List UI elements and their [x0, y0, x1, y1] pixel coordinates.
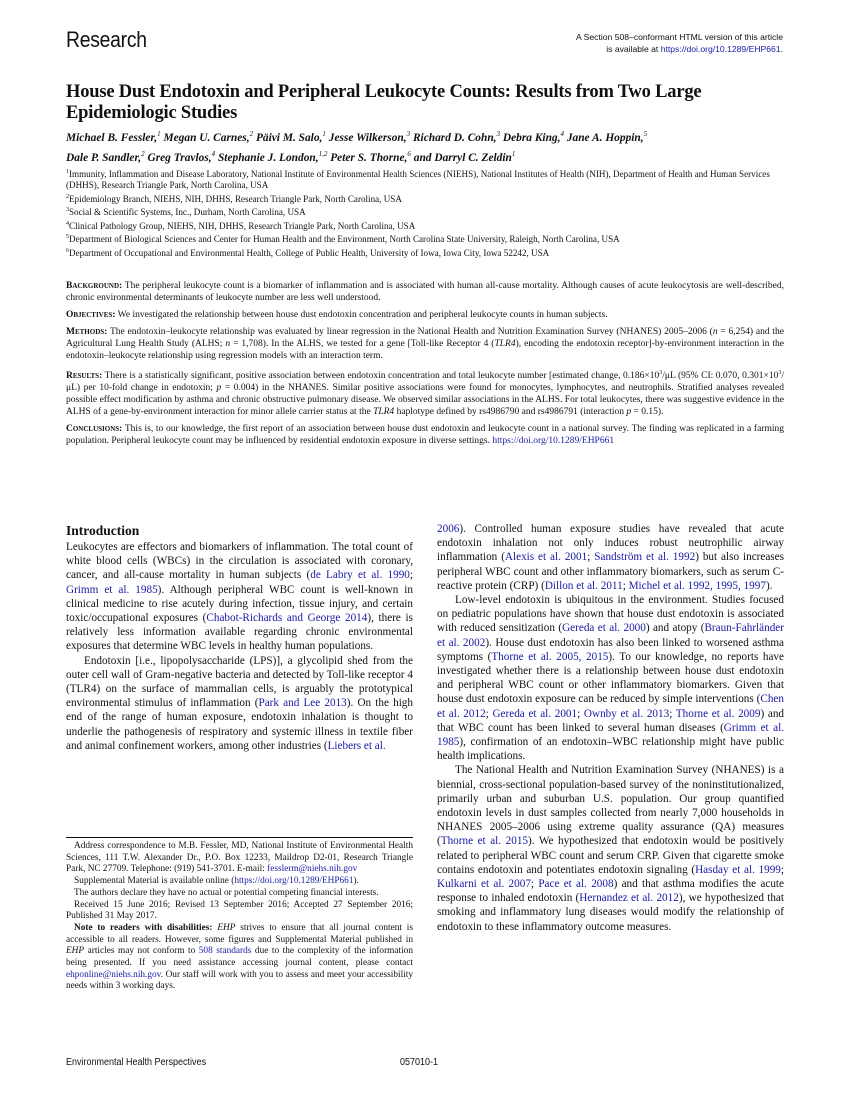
footer-journal-name: Environmental Health Perspectives: [66, 1057, 207, 1068]
text: ;: [587, 551, 595, 564]
citation-link[interactable]: Pace et al. 2008: [538, 878, 614, 891]
text: = 1,708). In the ALHS, we tested for a gene [Toll-like Receptor 4 (: [230, 339, 495, 349]
footnote-competing-interests: The authors declare they have no actual or potential competing financial interests.: [74, 887, 379, 898]
abstract: [66, 280, 784, 452]
affiliation: [66, 205, 796, 218]
text: ). Although peripheral WBC count is well-known in clinical medicine to rise acutely during infection, tissue injury, and certain toxic/occupational exposures (: [66, 583, 413, 625]
508-standards-link[interactable]: 508 standards: [198, 946, 252, 957]
citation-link[interactable]: Dillon et al. 2011: [544, 579, 623, 592]
affiliation-number: 4: [66, 220, 69, 227]
text: . Our staff will work with you to assess and meet your accessibility needs within 3 working days.: [66, 969, 413, 992]
html-version-note-prefix: is available at: [606, 44, 661, 54]
affiliation-number: 3: [66, 207, 69, 214]
gene-name: TLR4: [494, 339, 516, 349]
author-affiliation-marker: 4: [560, 130, 564, 138]
text: = 6,254) and the Agricultural Lung Health Study (ALHS;: [66, 327, 784, 349]
abstract-background: [66, 280, 784, 304]
footnote-supplemental: [66, 876, 413, 888]
author-affiliation-marker: 3: [406, 130, 411, 138]
text: due to the complexity of the information being presented. If you need assistance accessing journal content, please contact: [66, 946, 414, 969]
citation-link[interactable]: Gereda et al. 2000: [562, 622, 646, 635]
citation-link[interactable]: Michel et al. 1992, 1995, 1997: [628, 579, 766, 592]
affiliation-text: Clinical Pathology Group, NIEHS, NIH, DHHS, Research Triangle Park, North Carolina, USA: [69, 220, 416, 231]
text: 3: [778, 370, 782, 376]
affiliation-text: Department of Biological Sciences and Center for Human Health and the Environment, North Carolina State University, Raleigh, North Carolina, USA: [69, 234, 620, 245]
text: ;: [669, 707, 676, 720]
footnote-dates: Received 15 June 2016; Revised 13 September 2016; Accepted 27 September 2016; Published 31 May 2017.: [66, 899, 413, 922]
affiliations: [66, 167, 796, 259]
text: EHP: [217, 922, 236, 933]
abstract-background-text: The peripheral leukocyte count is a biomarker of inflammation and is associated with human all-cause mortality. Although causes of acute leukocytosis are well-described, chronic environmental determinants of leukocyte number are less well understood.: [66, 281, 784, 303]
author-name: Päivi M. Salo,: [255, 131, 323, 144]
paragraph: [437, 522, 784, 593]
text: ) and that WBC count has been linked to several human diseases (: [437, 707, 785, 734]
body-column-right: [437, 522, 784, 934]
text: ).: [765, 579, 773, 592]
footnote-divider: [66, 837, 413, 838]
author-affiliation-marker: 6: [407, 149, 411, 158]
abstract-doi-link[interactable]: https://doi.org/10.1289/EHP661: [492, 436, 615, 447]
citation-link[interactable]: Thorne et al. 2005, 2015: [491, 650, 609, 663]
text: ;: [780, 863, 785, 876]
author-affiliation-marker: 4: [211, 149, 216, 158]
text: Address correspondence to M.B. Fessler, MD, National Institute of Environmental Health Sciences, 111 T.W. Alexander Dr., P.O. Box 12233, Maildrop D2-01, Research Triangle Park, NC 27709. Telephone: (919) 541-3701. E-mail:: [66, 841, 413, 875]
body-column-left: [66, 522, 413, 753]
abstract-results-label: Results:: [66, 371, 103, 382]
author-name: Jane A. Hoppin,: [566, 131, 644, 144]
affiliation-number: 5: [66, 234, 69, 241]
text: There is a statistically significant, positive association between endotoxin concentration and total leukocyte number [estimated change, 0.186×10: [102, 371, 660, 382]
text: Endotoxin [i.e., lipopolysaccharide (LPS)], a glycolipid shed from the outer cell wall of Gram-negative bacteria and detected by Toll-like receptor 4 (TLR4) on the surface of mammalian cells, is arguably the prototypical environmental stimulus of inflammation (: [66, 654, 413, 710]
citation-link[interactable]: Chabot-Richards and George 2014: [206, 612, 368, 625]
affiliation: [66, 246, 796, 259]
author-list: [66, 126, 786, 166]
text: 3: [659, 370, 663, 376]
abstract-objectives: [66, 309, 784, 321]
citation-link[interactable]: Grimm et al. 1985: [437, 721, 784, 749]
citation-link[interactable]: Ownby et al. 2013: [583, 707, 670, 720]
author-name: and Darryl C. Zeldin: [413, 151, 512, 164]
gene-name: TLR4: [373, 407, 395, 418]
text: = 0.004) in the NHANES. Similar positive associations were found for monocytes, lymphocytes, and neutrophils. Stratified analyses revealed possible effect modification by asthma and chronic obstructive pulmonary disease. We observed similar associations in the ALHS. For total leukocytes, there was suggestive evidence in the ALHS of a gene-by-environment interaction for minor allele carrier status at the: [66, 383, 784, 418]
text: Low-level endotoxin is ubiquitous in the environment. Studies focused on pediatric populations have shown that house dust endotoxin is associated with reduced sensitization (: [437, 594, 784, 635]
abstract-results: [66, 367, 784, 418]
section-heading-introduction: Introduction: [66, 523, 140, 538]
text: ). To our knowledge, no reports have investigated whether there is a relationship between house dust endotoxin and peripheral WBC count or other inflammatory biomarkers. Given that house dust endotoxin exposure can be reduced by simple interventions (: [437, 650, 784, 706]
affiliation: [66, 219, 796, 232]
text: n: [712, 327, 718, 337]
abstract-objectives-text: We investigated the relationship between house dust endotoxin concentration and peripheral leukocyte counts in human subjects.: [115, 310, 608, 320]
affiliation-text: Immunity, Inflammation and Disease Laboratory, National Institute of Environmental Health Sciences (NIEHS), National Institutes of Health (NIH), Department of Health and Human Services (DHHS), Research Triangle Park, North Carolina, USA: [66, 169, 770, 191]
paragraph: [437, 763, 784, 933]
text: haplotype defined by rs4986790 and rs4986791 (interaction: [394, 407, 627, 418]
text: The endotoxin–leukocyte relationship was evaluated by linear regression in the National Health and Nutrition Examination Survey (NHANES) 2005–2006 (: [107, 327, 713, 337]
text: ) and that asthma modifies the acute response to inhaled endotoxin (: [437, 878, 784, 905]
text: This is, to our knowledge, the first report of an association between house dust endotoxin and leukocyte count in a national survey. The finding was replicated in a farming population. Peripheral leukocyte count may be influenced by residential endotoxin exposure in diverse settings.: [66, 424, 784, 447]
affiliation: [66, 192, 796, 205]
text: p: [216, 383, 222, 394]
author-name: Richard D. Cohn,: [412, 131, 497, 144]
citation-link[interactable]: Liebers et al.: [327, 739, 386, 752]
author-affiliation-marker: 2: [249, 130, 254, 138]
paragraph: [66, 540, 413, 654]
footnotes: [66, 841, 413, 993]
author-affiliation-marker: 1: [322, 130, 326, 138]
citation-link[interactable]: 2006: [437, 523, 460, 535]
affiliation-number: 1: [66, 169, 69, 175]
text: ;: [577, 707, 584, 720]
author-affiliation-marker: 1: [157, 130, 161, 138]
citation-link[interactable]: Park and Lee 2013: [258, 697, 347, 710]
citation-link[interactable]: Braun-Fahrländer et al. 2002: [437, 622, 784, 649]
section-label: Research: [66, 27, 147, 52]
text: The National Health and Nutrition Examination Survey (NHANES) is a biennial, cross-sectional population-based survey of the noninstitutionalized, primarily urban and suburban U.S. population. Our group quantified endotoxin levels in dust samples collected from nearly 7,000 households in NHANES 2005–2006 using extreme quality assurance (QA) measures (: [437, 764, 784, 848]
text: /μL (95% CI: 0.070, 0.301×10: [662, 371, 779, 382]
citation-link[interactable]: Kulkarni et al. 2007: [437, 878, 531, 891]
footer-page-number: 057010-1: [400, 1057, 439, 1068]
abstract-objectives-label: Objectives:: [66, 310, 116, 320]
text: ) and atopy (: [645, 622, 705, 635]
footnote-correspondence: [66, 841, 413, 876]
ehponline-email-link[interactable]: ehponline@niehs.nih.gov: [66, 969, 161, 980]
text: ). We hypothesized that endotoxin would be positively related to peripheral WBC count and serum CRP. Given that cigarette smoke contains endotoxin and potentiates endotoxin signaling (: [437, 835, 784, 876]
text: ;: [622, 579, 629, 592]
author-name: Michael B. Fessler,: [66, 131, 158, 144]
affiliation-number: 6: [66, 247, 69, 254]
affiliation-number: 2: [66, 193, 69, 200]
author-affiliation-marker: 3: [496, 130, 501, 138]
author-affiliation-marker: 2: [141, 149, 145, 158]
text: strives to ensure that all journal content is accessible to all readers. However, some figures and Supplemental Material published in: [66, 922, 414, 945]
citation-link[interactable]: Thorne et al. 2015: [440, 835, 529, 848]
author-affiliation-marker: 1,2: [318, 149, 328, 158]
text: p: [626, 407, 632, 418]
accessibility-label: Note to readers with disabilities:: [74, 922, 218, 933]
html-version-doi-link[interactable]: https://doi.org/10.1289/EHP661: [660, 44, 781, 54]
affiliation-text: Department of Occupational and Environmental Health, College of Public Health, University of Iowa, Iowa City, Iowa 52242, USA: [69, 247, 550, 258]
text: ;: [530, 878, 539, 891]
author-affiliation-marker: 1: [511, 149, 516, 158]
text: ), confirmation of an endotoxin–WBC relationship might have public health implications.: [437, 736, 784, 763]
affiliation: [66, 167, 796, 192]
paragraph: [437, 593, 784, 763]
citation-link[interactable]: Sandström et al. 1992: [594, 551, 696, 564]
article-title: House Dust Endotoxin and Peripheral Leukocyte Counts: Results from Two Large Epidemiologic Studies: [66, 82, 702, 123]
text: /μL) per 10-fold change in endotoxin;: [66, 371, 784, 394]
citation-link[interactable]: Hasday et al. 1999: [695, 863, 781, 876]
text: ), there is relatively less information available regarding chronic environmental exposures that determine WBC levels in healthy human populations.: [66, 612, 413, 653]
punctuation: .: [780, 44, 783, 54]
text: n: [225, 339, 231, 349]
text: EHP: [66, 946, 85, 957]
footnote-accessibility: [66, 923, 413, 993]
abstract-background-label: Background:: [66, 281, 123, 291]
text: = 0.15).: [631, 407, 664, 418]
abstract-methods: [66, 326, 784, 362]
abstract-conclusions-label: Conclusions:: [66, 424, 123, 435]
affiliation-text: Epidemiology Branch, NIEHS, NIH, DHHS, Research Triangle Park, North Carolina, USA: [69, 193, 402, 204]
text: ). House dust endotoxin has also been linked to worsened asthma symptoms (: [437, 636, 785, 663]
author-name: Megan U. Carnes,: [163, 131, 250, 144]
text: ). Controlled human exposure studies have revealed that acute endotoxin inhalation not only induces robust neutrophilic airway inflammation (: [437, 523, 784, 564]
text: ;: [485, 707, 493, 720]
affiliation: [66, 232, 796, 245]
text: ), we hypothesized that smoking and inflammatory lung diseases would modify the relationship of endotoxin to these inflammatory outcome measures.: [437, 892, 784, 933]
text: ;: [409, 569, 413, 582]
author-name: Jesse Wilkerson,: [328, 131, 407, 144]
text: ), encoding the endotoxin receptor]-by-environment interaction in the endotoxin–leukocyte relationship using regression models with an interaction term.: [66, 339, 785, 361]
text: Supplemental Material is available online (: [74, 876, 235, 887]
author-name: Peter S. Thorne,: [330, 151, 408, 164]
html-version-note-line1: A Section 508–conformant HTML version of this article: [576, 32, 783, 42]
text: Leukocytes are effectors and biomarkers of inflammation. The total count of white blood cells (WBCs) in the circulation is associated with coronary, cancer, and all-cause mortality in human subjects (: [66, 541, 413, 582]
author-name: Dale P. Sandler,: [66, 151, 142, 164]
affiliation-text: Social & Scientific Systems, Inc., Durham, North Carolina, USA: [69, 207, 306, 218]
author-name: Greg Travlos,: [147, 151, 212, 164]
citation-link[interactable]: Hernandez et al. 2012: [579, 892, 679, 905]
citation-link[interactable]: Gereda et al. 2001: [492, 707, 578, 720]
citation-link[interactable]: Thorne et al. 2009: [675, 707, 761, 720]
author-affiliation-marker: 5: [643, 130, 648, 138]
author-name: Debra King,: [502, 131, 561, 144]
supplemental-doi-link[interactable]: https://doi.org/10.1289/EHP661: [234, 876, 354, 887]
author-name: Stephanie J. London,: [217, 151, 319, 164]
paragraph: [66, 654, 413, 753]
correspondence-email-link[interactable]: fesslerm@niehs.nih.gov: [267, 864, 358, 875]
citation-link[interactable]: Chen et al. 2012: [437, 693, 784, 720]
text: ) but also increases peripheral WBC count and other inflammatory biomarkers, such as serum C-reactive protein (CRP) (: [437, 551, 784, 592]
abstract-methods-label: Methods:: [66, 327, 108, 337]
text: ).: [353, 876, 359, 887]
text: ). On the high end of the range of human exposure, endotoxin inhalation is thought to underlie the pathogenesis of respiratory and systemic illness in textile fiber and animal confinement workers, among other industries (: [66, 697, 413, 752]
html-version-note: [576, 31, 783, 55]
citation-link[interactable]: Grimm et al. 1985: [66, 583, 158, 596]
citation-link[interactable]: Alexis et al. 2001: [504, 551, 588, 564]
text: articles may not conform to: [84, 946, 199, 957]
citation-link[interactable]: de Labry et al. 1990: [310, 569, 410, 582]
abstract-conclusions: [66, 423, 784, 447]
